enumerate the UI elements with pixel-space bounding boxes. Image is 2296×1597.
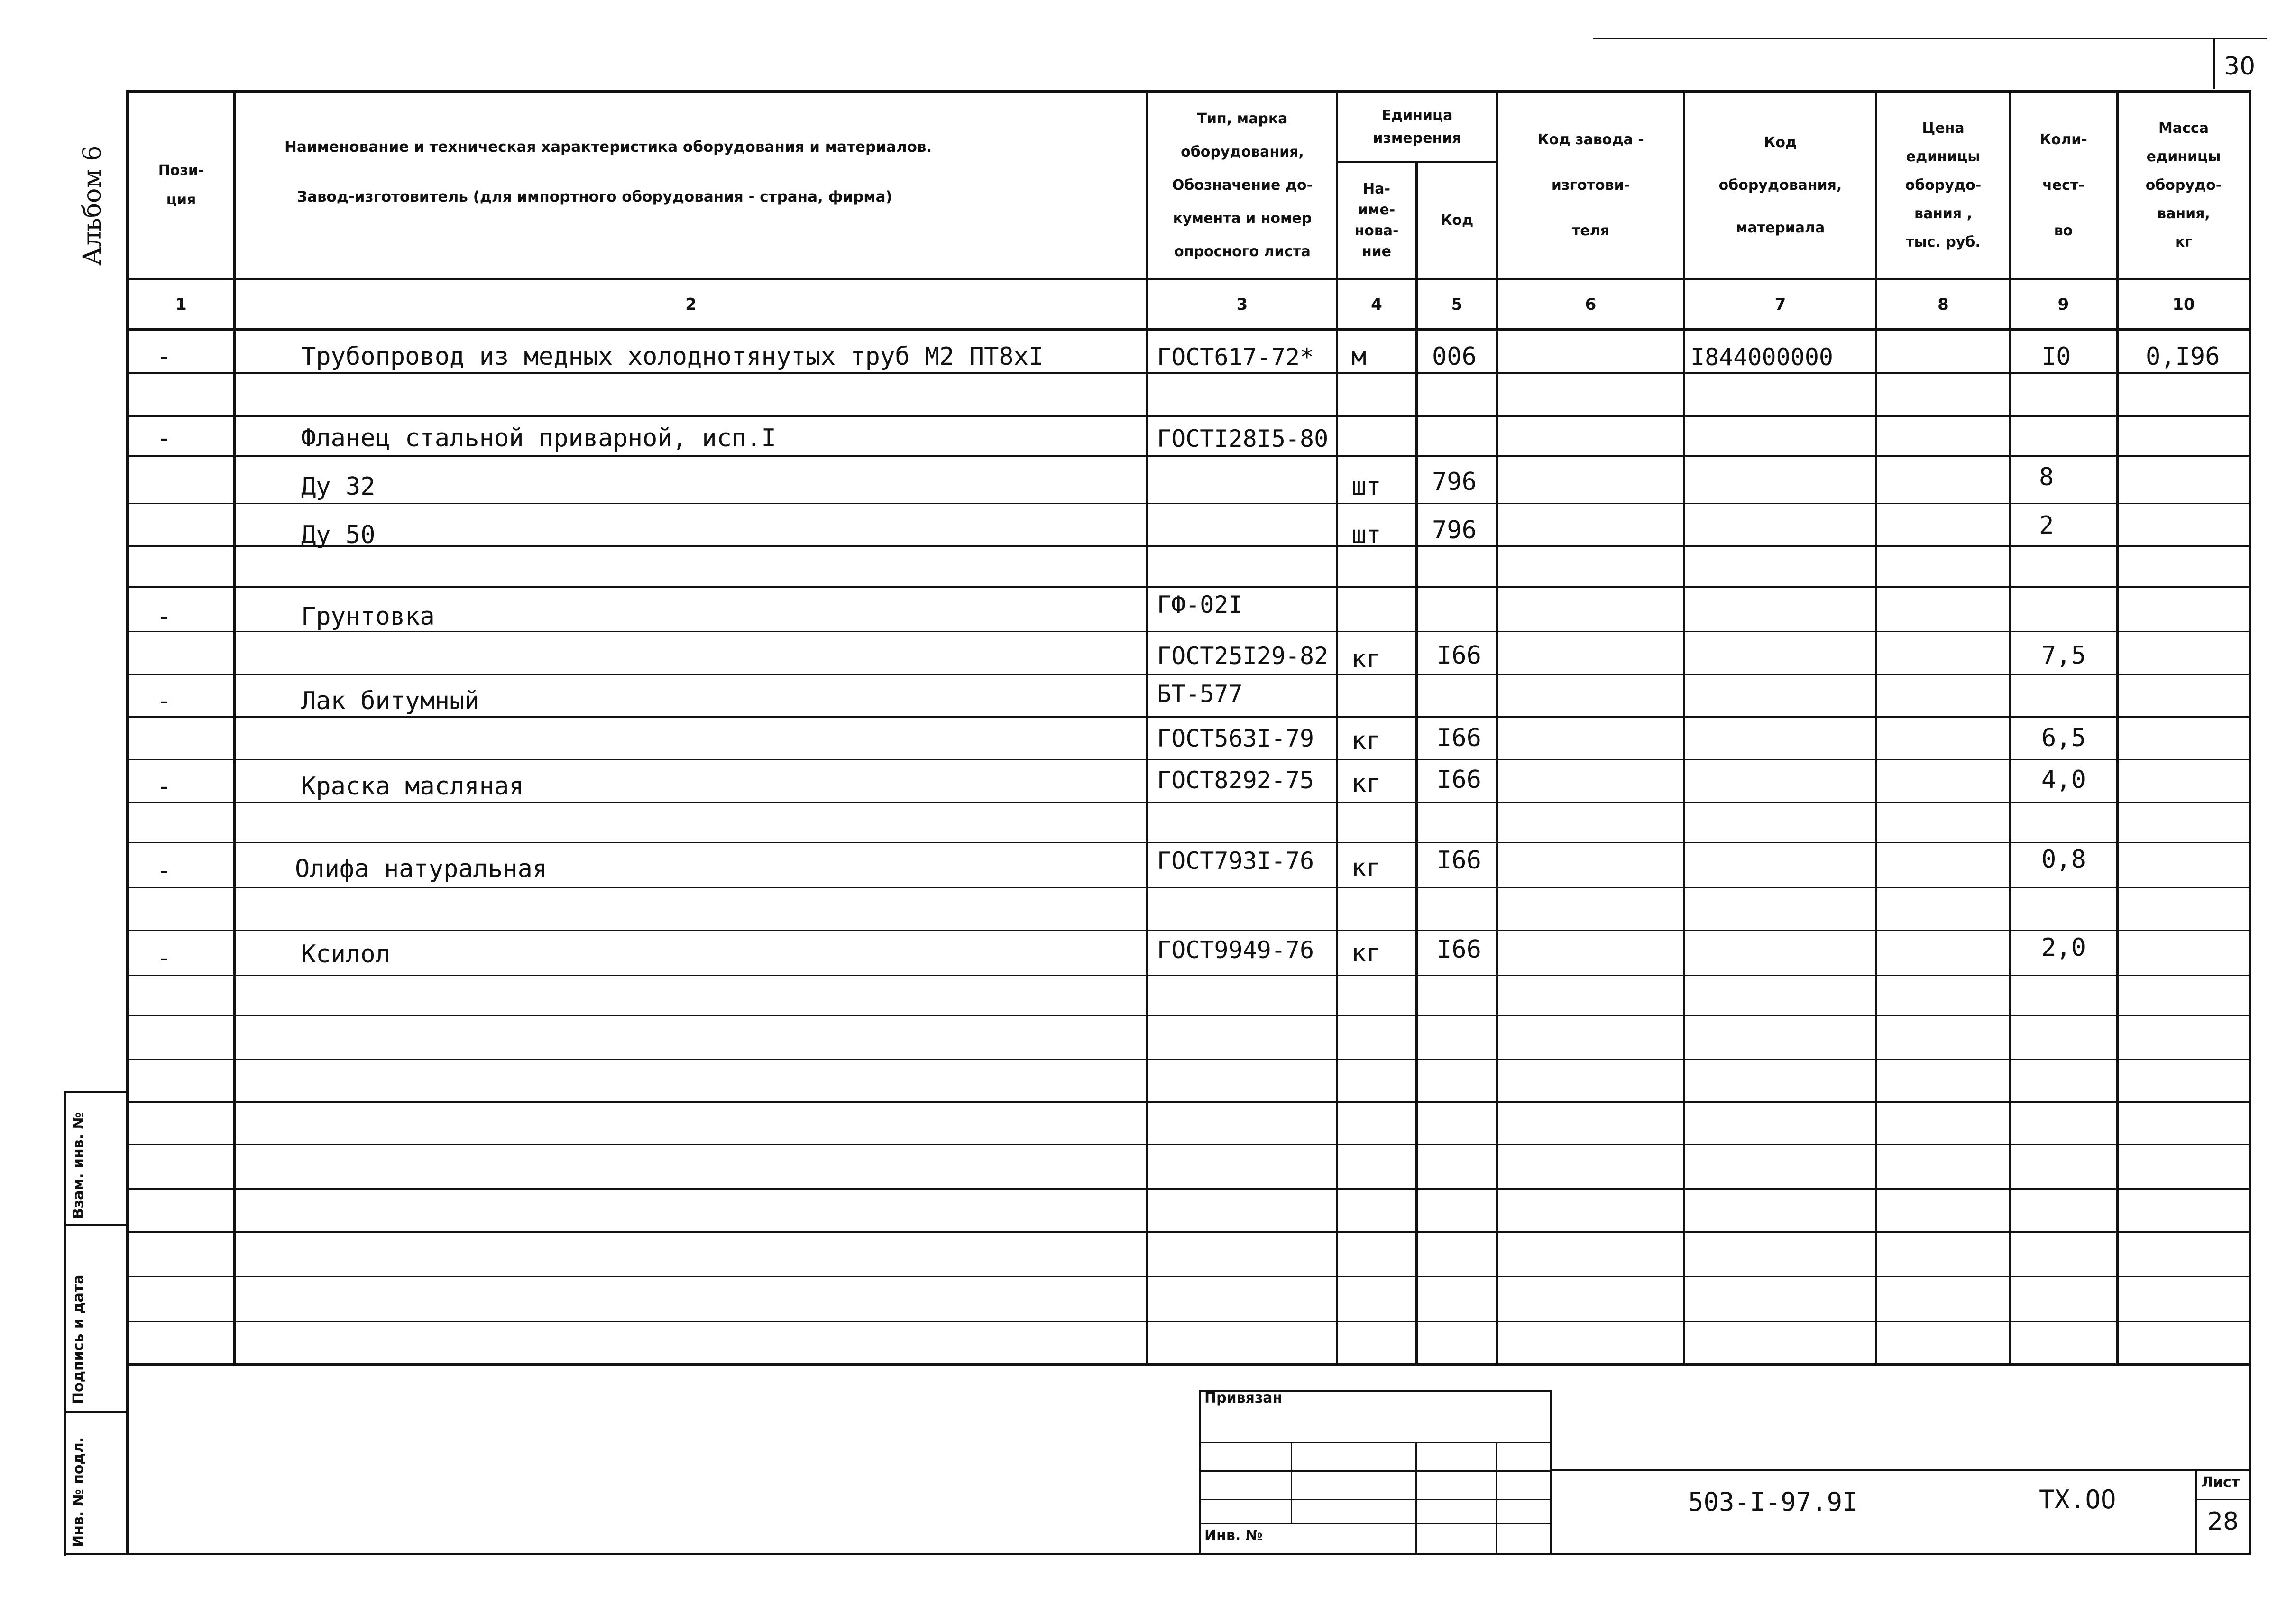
- row-4-unit: шт: [1351, 521, 1381, 549]
- row-3-code: 796: [1432, 468, 1477, 496]
- row-12-qty: 0,8: [2041, 845, 2086, 874]
- stamp-inv-no-label: Инв. №: [1204, 1527, 1263, 1544]
- row-10-type: ГОСТ8292-75: [1157, 766, 1314, 794]
- sheet-box-divider: [2195, 1499, 2251, 1500]
- row-12-name: Олифа натуральная: [295, 855, 548, 883]
- row-9-unit: кг: [1351, 727, 1381, 755]
- row-12-code: I66: [1437, 846, 1481, 875]
- sheet-box-left: [2195, 1469, 2197, 1555]
- top-rule: [1593, 38, 2267, 39]
- colnum-3: 3: [1236, 295, 1248, 314]
- row-2-position: -: [156, 424, 172, 452]
- row-0-position: -: [156, 342, 172, 371]
- side-label-vzam-inv: Взам. инв. №: [70, 1112, 87, 1219]
- row-4-name: Ду 50: [301, 521, 376, 549]
- table-bottom-border: [127, 1363, 2251, 1366]
- row-line-17: [127, 1101, 2251, 1103]
- header-name-line1: Наименование и техническая характеристика оборудования и материалов.: [285, 138, 932, 156]
- frame-right-bottom: [2249, 1363, 2251, 1555]
- sheet-label: Лист: [2201, 1474, 2240, 1491]
- row-10-position: -: [156, 772, 172, 801]
- row-4-qty: 2: [2039, 511, 2054, 540]
- header-mass: Масса единицы оборудо- вания, кг: [2145, 120, 2222, 250]
- album-label: Альбом 6: [78, 145, 107, 266]
- row-line-18: [127, 1144, 2251, 1145]
- colnum-1: 1: [175, 295, 187, 314]
- header-price: Цена единицы оборудо- вания , тыс. руб.: [1905, 120, 1982, 250]
- table-right-border: [2249, 90, 2251, 1366]
- header-type: Тип, марка оборудования, Обозначение до- кумента и номер опросного листа: [1172, 111, 1313, 260]
- row-line-11: [127, 842, 2251, 843]
- row-line-6: [127, 631, 2251, 632]
- colnum-7: 7: [1774, 295, 1786, 314]
- row-6-type: ГФ-02I: [1157, 591, 1243, 618]
- colnum-2: 2: [685, 295, 697, 314]
- section-code: ТХ.ОО: [2039, 1485, 2116, 1514]
- row-0-name: Трубопровод из медных холоднотянутых труб М2 ПТ8хI: [301, 342, 1044, 371]
- row-4-code: 796: [1432, 516, 1477, 545]
- row-0-type: ГОСТ617-72*: [1157, 343, 1314, 371]
- row-line-16: [127, 1059, 2251, 1060]
- row-line-13: [127, 930, 2251, 931]
- stamp-row-3: [1200, 1499, 1552, 1500]
- row-7-type: ГОСТ25I29-82: [1157, 642, 1329, 670]
- row-14-unit: кг: [1351, 939, 1381, 968]
- page-number: 30: [2224, 52, 2256, 81]
- row-line-3: [127, 503, 2251, 504]
- row-7-unit: кг: [1351, 645, 1381, 674]
- colnum-6: 6: [1585, 295, 1597, 314]
- row-line-2: [127, 455, 2251, 457]
- header-name-line2: Завод-изготовитель (для импортного оборудования - страна, фирма): [297, 188, 892, 205]
- row-0-code: 006: [1432, 342, 1477, 371]
- header-unit-code: Код: [1440, 212, 1474, 229]
- side-stamp-sep-2: [64, 1411, 128, 1413]
- colnum-4: 4: [1371, 295, 1382, 314]
- stamp-row-1: [1200, 1442, 1552, 1443]
- row-14-type: ГОСТ9949-76: [1157, 936, 1314, 964]
- row-line-9: [127, 759, 2251, 760]
- row-14-name: Ксилол: [301, 940, 390, 969]
- header-position: Пози- ция: [158, 162, 204, 208]
- row-line-7: [127, 674, 2251, 675]
- row-12-position: -: [156, 857, 172, 885]
- row-line-22: [127, 1321, 2251, 1322]
- row-10-qty: 4,0: [2041, 766, 2086, 794]
- colnum-10: 10: [2172, 295, 2195, 314]
- row-line-21: [127, 1276, 2251, 1277]
- frame-bottom: [64, 1553, 2251, 1555]
- stamp-col-2: [1415, 1442, 1417, 1555]
- row-9-qty: 6,5: [2041, 724, 2086, 752]
- row-3-qty: 8: [2039, 463, 2054, 491]
- side-stamp-left-border: [64, 1091, 66, 1556]
- row-0-unit: м: [1351, 342, 1367, 371]
- row-0-qty: I0: [2041, 342, 2071, 371]
- row-7-qty: 7,5: [2041, 641, 2086, 670]
- side-label-inv-podl: Инв. № подл.: [70, 1437, 87, 1547]
- colnum-bottom-rule: [127, 328, 2251, 331]
- row-6-name: Грунтовка: [301, 602, 435, 631]
- row-2-type: ГОСТI28I5-80: [1157, 425, 1329, 452]
- header-equipment-code: Код оборудования, материала: [1718, 134, 1842, 236]
- row-8-position: -: [156, 687, 172, 715]
- row-line-10: [127, 802, 2251, 803]
- row-8-name: Лак битумный: [301, 687, 479, 715]
- row-line-0: [127, 372, 2251, 374]
- row-line-15: [127, 1015, 2251, 1016]
- stamp-right-border: [1550, 1390, 1552, 1555]
- stamp-col-1: [1291, 1442, 1292, 1523]
- sheet-number: 28: [2207, 1507, 2239, 1536]
- row-3-name: Ду 32: [301, 472, 376, 501]
- row-line-12: [127, 887, 2251, 888]
- page-number-border: [2213, 38, 2215, 89]
- row-line-19: [127, 1188, 2251, 1190]
- row-line-4: [127, 545, 2251, 547]
- row-9-code: I66: [1437, 724, 1481, 752]
- row-12-type: ГОСТ793I-76: [1157, 847, 1314, 875]
- row-14-code: I66: [1437, 935, 1481, 964]
- header-unit-name: На- име- нова- ние: [1354, 181, 1399, 260]
- row-14-qty: 2,0: [2041, 933, 2086, 962]
- row-9-type: ГОСТ563I-79: [1157, 725, 1314, 752]
- row-0-mass: 0,I96: [2146, 342, 2220, 371]
- row-2-name: Фланец стальной приварной, исп.I: [301, 424, 776, 452]
- side-label-podpis: Подпись и дата: [70, 1274, 87, 1404]
- row-0-eqcode: I844000000: [1690, 343, 1834, 371]
- header-unit-group: Единица измерения: [1373, 107, 1461, 147]
- row-8-type: БТ-577: [1157, 680, 1243, 708]
- stamp-left-border: [1199, 1390, 1201, 1555]
- stamp-col-3: [1496, 1442, 1497, 1555]
- stamp-row-2: [1200, 1470, 1552, 1472]
- row-line-14: [127, 975, 2251, 976]
- row-14-position: -: [156, 944, 172, 972]
- side-stamp-top: [64, 1091, 128, 1093]
- colnum-9: 9: [2057, 295, 2069, 314]
- row-line-20: [127, 1231, 2251, 1233]
- row-10-unit: кг: [1351, 769, 1381, 798]
- doc-code: 503-I-97.9I: [1688, 1487, 1858, 1517]
- row-10-code: I66: [1437, 766, 1481, 794]
- colnum-8: 8: [1938, 295, 1949, 314]
- row-3-unit: шт: [1351, 472, 1381, 501]
- header-plant-code: Код завода - изготови- теля: [1537, 131, 1644, 239]
- side-stamp-sep-1: [64, 1224, 128, 1226]
- col-sep-4: [1415, 161, 1418, 1363]
- doc-code-top: [1551, 1469, 2251, 1471]
- row-7-code: I66: [1437, 641, 1481, 670]
- row-12-unit: кг: [1351, 854, 1381, 882]
- header-quantity: Коли- чест- во: [2039, 131, 2087, 239]
- stamp-row-4: [1200, 1523, 1552, 1524]
- row-10-name: Краска масляная: [301, 772, 524, 801]
- colnum-5: 5: [1451, 295, 1463, 314]
- row-line-8: [127, 716, 2251, 718]
- row-6-position: -: [156, 602, 172, 631]
- stamp-privyazan-label: Привязан: [1204, 1390, 1283, 1406]
